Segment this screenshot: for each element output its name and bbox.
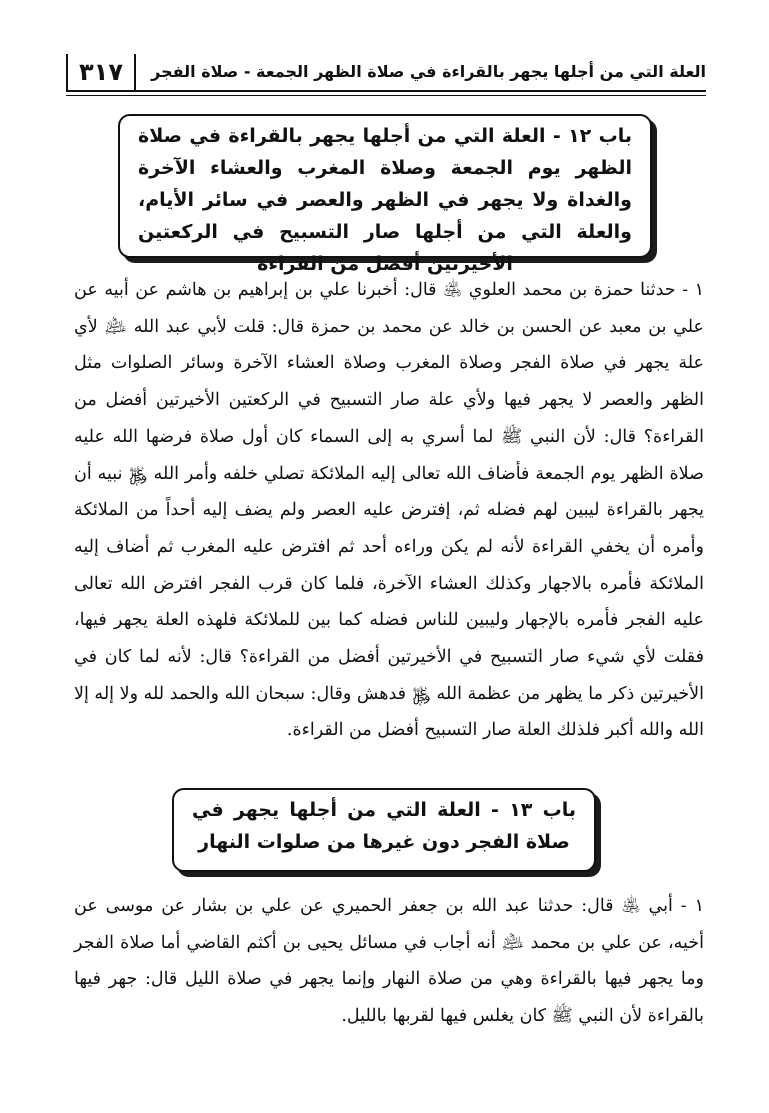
running-header-title: العلة التي من أجلها يجهر بالقراءة في صلاة الظهر الجمعة - صلاة الفجر: [151, 62, 706, 81]
chapter-13-hadith-1: ١ - أبي ﵁ قال: حدثنا عبد الله بن جعفر الحميري عن علي بن بشار عن موسى عن أخيه، عن علي بن محمد ﵇ أنه أجاب في مسائل يحيى بن أكثم القاضي أما صلاة الفجر وما يجهر فيها بالقراءة وهي من صلاة النهار وإنما يجهر في صلاة الليل قال: جهر فيها بالقراءة لأن النبي ﷺ كان يغلس فيها لقربها بالليل.: [74, 896, 704, 1027]
running-header: [66, 54, 706, 98]
header-rule: [66, 90, 706, 92]
chapter-12-hadith-1: ١ - حدثنا حمزة بن محمد العلوي ﵁ قال: أخبرنا علي بن إبراهيم بن هاشم عن أبيه عن علي بن معبد عن الحسن بن خالد عن محمد بن حمزة قال: قلت لأبي عبد الله ﵇ لأي علة يجهر في صلاة الفجر وصلاة المغرب وصلاة العشاء الآخرة وسائر الصلوات مثل الظهر والعصر لا يجهر فيها ولأي علة صار التسبيح في الركعتين الأخيرتين أفضل من القراءة؟ قال: لأن النبي ﷺ لما أسري به إلى السماء كان أول صلاة فرضها الله عليه صلاة الظهر يوم الجمعة فأضاف الله تعالى إليه الملائكة تصلي خلفه وأمر الله ﷿ نبيه أن يجهر بالقراءة ليبين لهم فضله ثم، إفترض عليه العصر ولم يضف إليه أحداً من الملائكة وأمره أن يخفي القراءة لأنه لم يكن وراءه أحد ثم افترض عليه المغرب ثم أضاف إليه الملائكة فأمره بالاجهار وكذلك العشاء الآخرة، فلما كان قرب الفجر افترض الله تعالى عليه الفجر فأمره بالإجهار وليبين للناس فضله كما بين للملائكة فلهذه العلة يجهر فيها، فقلت لأي شيء صار التسبيح في الأخيرتين أفضل من القراءة؟ قال: لأنه لما كان في الأخيرتين ذكر ما يظهر من عظمة الله ﷿ فدهش وقال: سبحان الله والحمد لله ولا إله إلا الله والله أكبر فلذلك العلة صار التسبيح أفضل من القراءة.: [74, 280, 704, 741]
chapter-12-heading: باب ١٢ - العلة التي من أجلها يجهر بالقراءة في صلاة الظهر يوم الجمعة وصلاة المغرب والعشاء الآخرة والغداة ولا يجهر في الظهر والعصر في سائر الأيام، والعلة التي من أجلها صار التسبيح في الركعتين الأخيرتين أفضل من القراءة: [118, 114, 652, 258]
header-rule-thin: [66, 95, 706, 96]
page-number: ٣١٧: [66, 54, 136, 92]
chapter-13-heading: باب ١٣ - العلة التي من أجلها يجهر في صلاة الفجر دون غيرها من صلوات النهار: [172, 788, 596, 872]
